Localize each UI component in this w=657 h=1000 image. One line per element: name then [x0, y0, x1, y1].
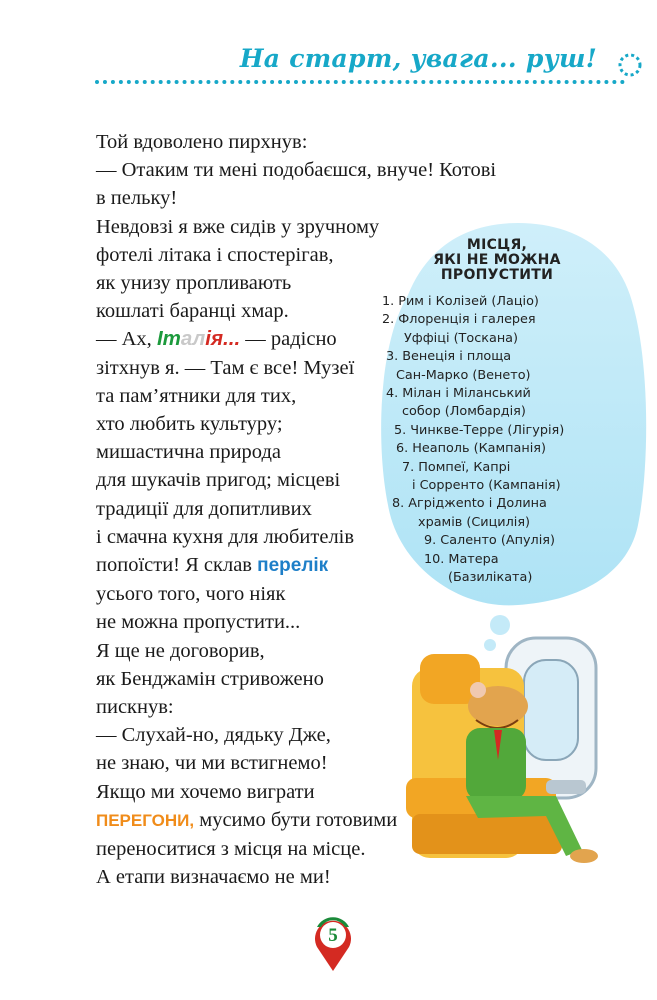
text-segment: для шукачів пригод; місцеві	[96, 469, 341, 492]
text-segment: мусимо бути готовими	[194, 808, 398, 831]
places-list-item: 6. Неаполь (Кампанія)	[396, 441, 546, 457]
places-list-item: і Сорренто (Кампанія)	[412, 478, 561, 494]
text-line	[96, 693, 426, 721]
text-segment: хто любить культуру;	[96, 413, 283, 436]
text-line	[96, 665, 426, 693]
text-segment: — Слухай-но, дядьку Дже,	[96, 724, 331, 747]
text-segment: Той вдоволено пирхнув:	[96, 131, 308, 153]
text-segment: як Бенджамін стривожено	[96, 667, 324, 690]
text-line	[96, 749, 426, 777]
text-segment: пискнув:	[96, 696, 174, 719]
places-list-item: 7. Помпеї, Капрі	[402, 459, 511, 475]
text-line	[96, 778, 426, 806]
text-line	[96, 128, 426, 156]
text-line	[96, 806, 426, 835]
text-segment: традиції для допитливих	[96, 497, 312, 520]
chapter-title: На старт, увага... руш!	[239, 44, 597, 73]
text-segment: і смачна кухня для любителів	[96, 525, 355, 548]
places-list-item: Уффіці (Тоскана)	[404, 330, 519, 346]
places-list-item: 4. Мілан і Міланський	[386, 386, 531, 402]
text-segment: переноситися з місця на місце.	[96, 838, 366, 861]
text-segment: кошлаті баранці хмар.	[96, 300, 289, 323]
text-segment: як унизу пропливають	[96, 272, 292, 295]
text-segment: Якщо ми хочемо виграти	[96, 780, 315, 803]
text-segment: А етапи визначаємо не ми!	[96, 866, 331, 889]
text-segment: мишастична природа	[96, 441, 281, 464]
text-segment: не можна пропустити...	[96, 611, 301, 634]
places-list-item: (Базиліката)	[448, 570, 533, 586]
text-segment: усього того, чого ніяк	[96, 583, 286, 606]
text-segment: — радісно	[240, 328, 337, 351]
places-list-item: храмів (Сицилія)	[418, 514, 531, 530]
text-segment: Я ще не договорив,	[96, 639, 265, 662]
text-line	[96, 721, 426, 749]
places-list-item: 2. Флоренція і галерея	[382, 312, 536, 328]
places-list-item: 3. Венеція і площа	[386, 349, 512, 365]
highlight-word-perelik: перелік	[257, 555, 329, 577]
text-segment: — Отаким ти мені подобаєшся, внуче! Котові	[96, 159, 497, 182]
places-list-item: 10. Матера	[424, 551, 499, 567]
text-line	[96, 835, 426, 863]
highlight-word-italia: Італія...	[156, 327, 241, 351]
text-segment: попоїсти! Я склав	[96, 554, 258, 577]
places-list-heading: МІСЦЯ, ЯКІ НЕ МОЖНА ПРОПУСТИТИ	[433, 237, 561, 283]
text-segment: в пельку!	[96, 187, 178, 210]
places-list-item: 9. Саленто (Апулія)	[424, 533, 555, 549]
text-line	[96, 863, 426, 891]
text-segment: зітхнув я. — Там є все! Музеї	[96, 356, 355, 379]
text-line	[96, 156, 497, 184]
text-segment: не знаю, чи ми встигнемо!	[96, 752, 328, 775]
places-list-item: 8. Агріджento і Долина	[392, 496, 547, 512]
decorative-circle-icon	[617, 52, 643, 78]
places-list	[382, 238, 612, 588]
places-list-item: 5. Чинкве-Терре (Лігурія)	[394, 422, 565, 438]
places-list-item: 1. Рим і Колізей (Лаціо)	[382, 294, 539, 309]
text-segment: та пам’ятники для тих,	[96, 384, 297, 407]
highlight-word-peregony: ПЕРЕГОНИ,	[96, 810, 195, 830]
text-segment: фотелі літака і спостерігав,	[96, 243, 334, 266]
places-list-item: собор (Ломбардія)	[402, 404, 526, 420]
header-dotted-divider	[95, 80, 625, 84]
text-segment: — Ах,	[96, 328, 157, 351]
page-number: 5	[328, 925, 338, 946]
places-list-item: Сан-Марко (Венето)	[396, 367, 531, 383]
text-segment: Невдовзі я вже сидів у зручному	[96, 215, 380, 238]
mouse-on-plane-illustration	[406, 628, 606, 878]
